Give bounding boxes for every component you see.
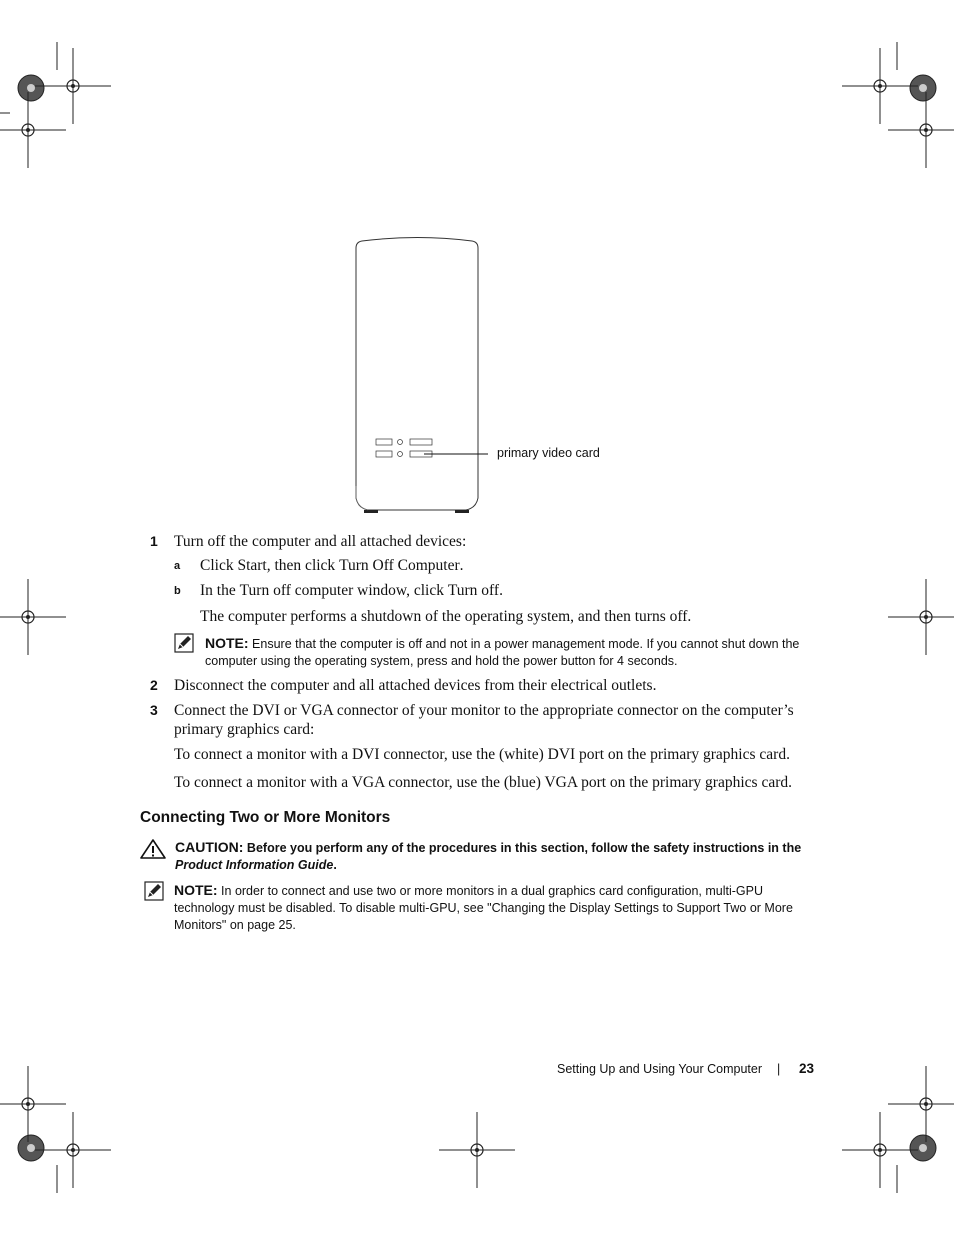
step-detail-dvi: To connect a monitor with a DVI connector, use the (white) DVI port on the primary graphics card.: [174, 746, 790, 763]
section-heading: Connecting Two or More Monitors: [140, 809, 391, 826]
caution-text: Before you perform any of the procedures in this section, follow the safety instructions in the: [246, 841, 802, 855]
note-pencil-icon: [174, 633, 194, 653]
page-number: 23: [799, 1061, 815, 1076]
footer-chapter-title: Setting Up and Using Your Computer: [557, 1062, 762, 1076]
note-box: [205, 635, 815, 670]
note-box: [174, 882, 814, 934]
callout-label: primary video card: [497, 446, 600, 460]
text-segment: In the: [200, 582, 240, 599]
ui-term-start: Start: [237, 557, 267, 574]
note-text: In order to connect and use two or more monitors in a dual graphics card configuration, multi-GPU technology must be disabled. To disable multi-GPU, see "Changing the Display Settings to Support Two or More Monitors" on page 25.: [174, 884, 793, 932]
note-label: NOTE:: [174, 882, 218, 898]
caution-label: CAUTION:: [175, 839, 244, 855]
substep-letter: a: [174, 560, 181, 572]
caution-suffix: .: [333, 858, 337, 872]
step-text: Connect the DVI or VGA connector of your monitor to the appropriate connector on the computer’s primary graphics card:: [174, 702, 794, 738]
text-segment: Click: [200, 557, 238, 574]
caution-triangle-icon: [139, 838, 167, 860]
computer-back-illustration: [348, 236, 488, 516]
note-label: NOTE:: [205, 635, 249, 651]
ui-term-turn-off-computer: Turn Off Computer: [339, 557, 460, 574]
step-number: 2: [150, 677, 158, 693]
note-pencil-icon: [144, 881, 164, 901]
step-text: Turn off the computer and all attached devices:: [174, 533, 467, 550]
text-segment: .: [459, 557, 464, 574]
ui-term-window-name: Turn off computer: [239, 582, 354, 599]
note-text: Ensure that the computer is off and not in a power management mode. If you cannot shut down the computer using the operating system, press and hold the power button for 4 seconds.: [205, 637, 800, 668]
substep-text: [200, 556, 464, 575]
footer-separator: |: [777, 1062, 781, 1076]
text-segment: window, click: [353, 582, 448, 599]
caution-box: [175, 839, 820, 874]
step-detail-vga: To connect a monitor with a VGA connector, use the (blue) VGA port on the primary graphics card.: [174, 774, 792, 791]
substep-result: The computer performs a shutdown of the operating system, and then turns off.: [200, 608, 692, 625]
caution-guide-title: Product Information Guide: [175, 858, 334, 872]
substep-text: [200, 581, 503, 600]
step-number: 1: [150, 533, 158, 549]
ui-term-turn-off: Turn off: [447, 582, 500, 599]
text-segment: .: [499, 582, 503, 599]
step-number: 3: [150, 702, 158, 718]
text-segment: , then click: [266, 557, 340, 574]
step-text: Disconnect the computer and all attached devices from their electrical outlets.: [174, 677, 657, 694]
substep-letter: b: [174, 585, 181, 597]
